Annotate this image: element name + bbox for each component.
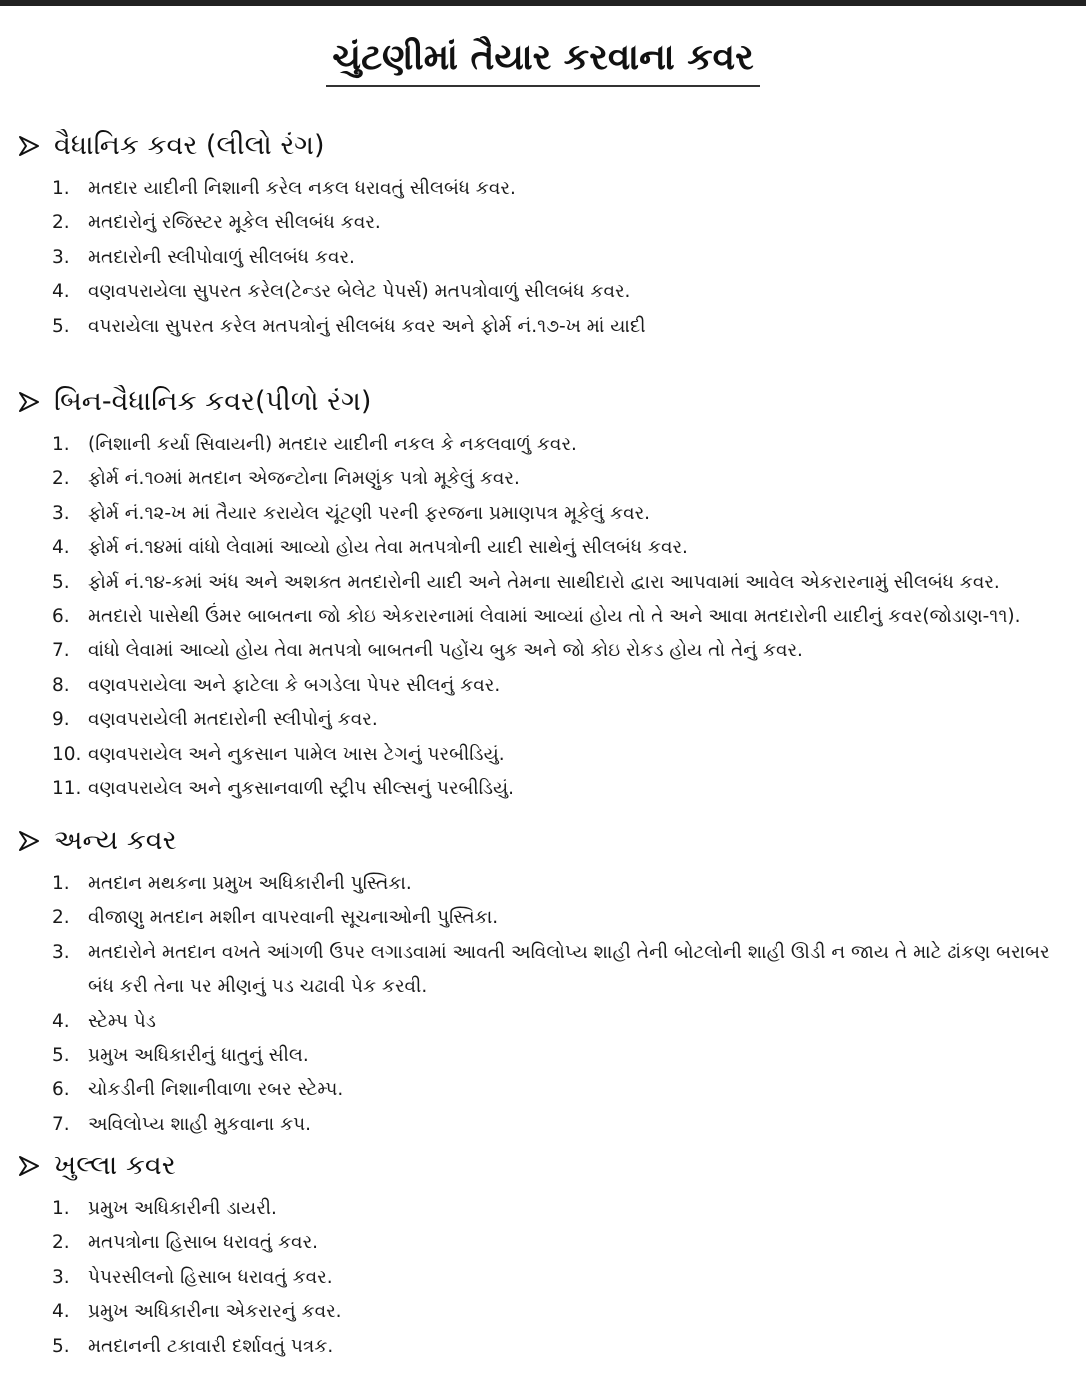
item-text: અવિલોપ્ય શાહી મુકવાના કપ.: [88, 1113, 312, 1135]
section-heading: [18, 382, 1068, 422]
item-list: [18, 1192, 1068, 1364]
list-item: [18, 241, 1068, 275]
section-statutory-covers: [18, 126, 1068, 344]
section-title: અન્ય કવર: [54, 825, 177, 856]
item-number: 1.: [52, 178, 70, 199]
section-non-statutory-covers: [18, 382, 1068, 806]
item-list: [18, 172, 1068, 344]
item-text: ફોર્મ નં.૧૪-કમાં અંધ અને અશક્ત મતદારોની યાદી અને તેમના સાથીદારો દ્વારા આપવામાં આવેલ એકરારનામું સીલબંધ કવર.: [88, 571, 1000, 593]
item-text: વાંધો લેવામાં આવ્યો હોય તેવા મતપત્રો બાબતની પહોંચ બુક અને જો કોઇ રોકડ હોય તો તેનું કવર.: [88, 640, 803, 662]
arrowhead-bullet-icon: [18, 135, 40, 157]
item-number: 1.: [52, 1198, 70, 1219]
section-title: વૈધાનિક કવર (લીલો રંગ): [54, 130, 325, 161]
list-item: [18, 531, 1068, 565]
item-text: ચોકડીની નિશાનીવાળા રબર સ્ટેમ્પ.: [88, 1079, 344, 1101]
item-number: 4.: [52, 537, 70, 559]
list-item: [18, 566, 1068, 600]
list-item: [18, 634, 1068, 668]
top-border-line: [0, 0, 1086, 6]
section-open-covers: [18, 1146, 1068, 1364]
item-number: 5.: [52, 1045, 70, 1067]
item-number: 8.: [52, 674, 70, 696]
item-number: 7.: [52, 1113, 70, 1135]
item-text: વણવપરાયેલ અને નુકસાન પામેલ ખાસ ટેગનું પરબીડિયું.: [88, 743, 505, 765]
item-text: ફોર્મ નં.૧૦માં મતદાન એજન્ટોના નિમણુંક પત્રો મૂકેલું કવર.: [88, 468, 520, 490]
list-item: [18, 901, 1068, 935]
item-number: 2.: [52, 907, 70, 929]
item-number: 1.: [52, 434, 70, 455]
item-text: મતદારો પાસેથી ઉંમર બાબતના જો કોઇ એકરારનામાં લેવામાં આવ્યાં હોય તો તે અને આવા મતદારોની યાદીનું કવર(જોડાણ-૧૧).: [88, 606, 1021, 628]
item-list: [18, 428, 1068, 806]
list-item: [18, 1108, 1068, 1142]
arrowhead-bullet-icon: [18, 1155, 40, 1177]
item-text: મતદાન મથકના પ્રમુખ અધિકારીની પુસ્તિકા.: [88, 873, 412, 894]
item-text: મતપત્રોના હિસાબ ધરાવતું કવર.: [88, 1232, 319, 1254]
list-item: [18, 703, 1068, 737]
item-number: 1.: [52, 873, 70, 894]
arrowhead-bullet-icon: [18, 391, 40, 413]
item-number: 3.: [52, 941, 70, 963]
item-text: વણવપરાયેલ અને નુકસાનવાળી સ્ટ્રીપ સીલ્સનું પરબીડિયું.: [88, 778, 515, 800]
section-other-covers: [18, 821, 1068, 1142]
item-number: 5.: [52, 571, 70, 593]
list-item: [18, 600, 1068, 634]
item-text: મતદાર યાદીની નિશાની કરેલ નકલ ધરાવતું સીલબંધ કવર.: [88, 178, 516, 199]
item-text: મતદાનની ટકાવારી દર્શાવતું પત્રક.: [88, 1335, 334, 1357]
section-heading: [18, 821, 1068, 861]
list-item: [18, 1005, 1068, 1039]
item-text: સ્ટેમ્પ પેડ: [88, 1010, 156, 1032]
item-number: 5.: [52, 1335, 70, 1357]
item-number: 7.: [52, 640, 70, 662]
list-item: [18, 462, 1068, 496]
item-number: 5.: [52, 315, 70, 337]
item-text: વીજાણુ મતદાન મશીન વાપરવાની સૂચનાઓની પુસ્તિકા.: [88, 907, 499, 929]
title-container: [0, 36, 1086, 87]
item-text: ફોર્મ નં.૧૨-ખ માં તૈયાર કરાયેલ ચૂંટણી પરની ફરજના પ્રમાણપત્ર મૂકેલું કવર.: [88, 502, 651, 524]
item-number: 3.: [52, 246, 70, 268]
item-number: 2.: [52, 1232, 70, 1254]
item-number: 2.: [52, 468, 70, 490]
item-number: 10.: [52, 743, 82, 765]
list-item: [18, 738, 1068, 772]
page-title: ચુંટણીમાં તૈયાર કરવાના કવર: [326, 36, 759, 87]
item-text: મતદારોને મતદાન વખતે આંગળી ઉપર લગાડવામાં આવતી અવિલોપ્ય શાહી તેની બોટલોની શાહી ઊડી ન જાય તે માટે ઢાંકણ બરાબર બંધ કરી તેના પર મીણનું પડ ચઢાવી પેક કરવી.: [88, 941, 1050, 998]
list-item: [18, 497, 1068, 531]
list-item: [18, 310, 1068, 344]
item-number: 11.: [52, 778, 82, 800]
list-item: [18, 1039, 1068, 1073]
list-item: [18, 1226, 1068, 1260]
list-item: [18, 1073, 1068, 1107]
section-title: બિન-વૈધાનિક કવર(પીળો રંગ): [54, 386, 372, 417]
item-text: પ્રમુખ અધિકારીના એકરારનું કવર.: [88, 1301, 342, 1323]
item-text: મતદારોનું રજિસ્ટર મૂકેલ સીલબંધ કવર.: [88, 212, 381, 234]
item-text: પ્રમુખ અધિકારીનું ધાતુનું સીલ.: [88, 1045, 309, 1067]
list-item: [18, 172, 1068, 206]
section-heading: [18, 1146, 1068, 1186]
list-item: [18, 1192, 1068, 1226]
list-item: [18, 428, 1068, 462]
item-number: 4.: [52, 1010, 70, 1032]
item-text: મતદારોની સ્લીપોવાળું સીલબંધ કવર.: [88, 246, 355, 268]
item-number: 3.: [52, 502, 70, 524]
item-text: વપરાયેલા સુપરત કરેલ મતપત્રોનું સીલબંધ કવર અને ફોર્મ નં.૧૭-ખ માં યાદી: [88, 315, 646, 337]
item-text: વણવપરાયેલા અને ફાટેલા કે બગડેલા પેપર સીલનું કવર.: [88, 674, 501, 696]
item-number: 6.: [52, 606, 70, 628]
list-item: [18, 936, 1068, 1005]
item-text: પેપરસીલનો હિસાબ ધરાવતું કવર.: [88, 1266, 333, 1288]
item-number: 4.: [52, 1301, 70, 1323]
section-heading: [18, 126, 1068, 166]
list-item: [18, 669, 1068, 703]
list-item: [18, 275, 1068, 309]
list-item: [18, 1295, 1068, 1329]
item-number: 3.: [52, 1266, 70, 1288]
list-item: [18, 1261, 1068, 1295]
list-item: [18, 206, 1068, 240]
item-number: 4.: [52, 281, 70, 303]
list-item: [18, 772, 1068, 806]
item-text: પ્રમુખ અધિકારીની ડાયરી.: [88, 1198, 277, 1219]
section-title: ખુલ્લા કવર: [54, 1150, 176, 1181]
arrowhead-bullet-icon: [18, 830, 40, 852]
list-item: [18, 1330, 1068, 1364]
item-text: (નિશાની કર્યા સિવાયની) મતદાર યાદીની નકલ કે નકલવાળું કવર.: [88, 434, 577, 455]
list-item: [18, 867, 1068, 901]
item-number: 6.: [52, 1079, 70, 1101]
item-number: 9.: [52, 709, 70, 731]
item-text: વણવપરાયેલા સુપરત કરેલ(ટેન્ડર બેલેટ પેપર્સ) મતપત્રોવાળું સીલબંધ કવર.: [88, 281, 631, 303]
item-list: [18, 867, 1068, 1142]
item-text: વણવપરાયેલી મતદારોની સ્લીપોનું કવર.: [88, 709, 378, 731]
item-number: 2.: [52, 212, 70, 234]
item-text: ફોર્મ નં.૧૪માં વાંધો લેવામાં આવ્યો હોય તેવા મતપત્રોની યાદી સાથેનું સીલબંધ કવર.: [88, 537, 688, 559]
